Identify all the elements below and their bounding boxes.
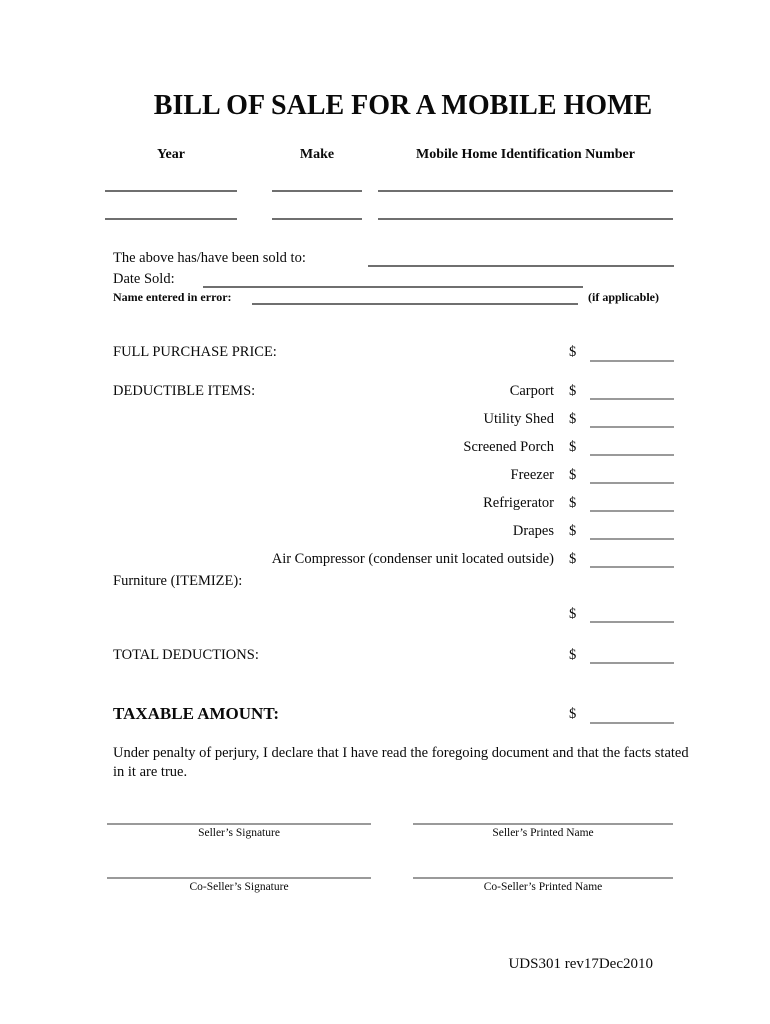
deductible-items-label: DEDUCTIBLE ITEMS: <box>113 383 256 399</box>
deductible-item-row <box>0 383 770 411</box>
refrigerator-amount-line[interactable] <box>590 510 674 512</box>
identification-number-field-line-2[interactable] <box>378 218 673 220</box>
dollar-sign: $ <box>569 344 577 360</box>
deductible-item-label: Utility Shed <box>483 411 554 427</box>
deductible-item-row <box>0 495 770 523</box>
dollar-sign: $ <box>569 706 577 722</box>
seller-printed-name-caption: Seller’s Printed Name <box>492 827 594 839</box>
name-entered-in-error-label: Name entered in error: <box>113 290 232 304</box>
taxable-amount-label: TAXABLE AMOUNT: <box>113 704 280 723</box>
deductible-item-label: Refrigerator <box>483 495 554 511</box>
deductible-item-label: Freezer <box>510 467 554 483</box>
dollar-sign: $ <box>569 647 577 663</box>
total-deductions-label: TOTAL DEDUCTIONS: <box>113 647 259 663</box>
dollar-sign: $ <box>569 523 577 539</box>
sold-to-label: The above has/have been sold to: <box>113 250 306 266</box>
if-applicable-note: (if applicable) <box>588 290 659 304</box>
furniture-amount-line[interactable] <box>590 621 674 623</box>
sold-to-field-line[interactable] <box>368 265 674 267</box>
carport-amount-line[interactable] <box>590 398 674 400</box>
deductible-item-row <box>0 439 770 467</box>
full-purchase-price-label: FULL PURCHASE PRICE: <box>113 344 277 360</box>
deductible-item-label: Screened Porch <box>463 439 554 455</box>
deductible-item-row <box>0 411 770 439</box>
column-header-make: Make <box>299 147 335 162</box>
column-header-year: Year <box>157 147 185 162</box>
screened-porch-amount-line[interactable] <box>590 454 674 456</box>
deductible-item-row <box>0 467 770 495</box>
perjury-declaration: Under penalty of perjury, I declare that I have read the foregoing document and that the facts stated in it are true. <box>113 745 689 780</box>
name-entered-in-error-field-line[interactable] <box>252 303 578 305</box>
furniture-itemize-label: Furniture (ITEMIZE): <box>113 573 243 589</box>
dollar-sign: $ <box>569 439 577 455</box>
year-field-line-1[interactable] <box>105 190 237 192</box>
dollar-sign: $ <box>569 606 577 622</box>
co-seller-printed-name-caption: Co-Seller’s Printed Name <box>483 881 603 893</box>
seller-printed-name-line[interactable] <box>413 823 673 825</box>
dollar-sign: $ <box>569 495 577 511</box>
form-revision-code: UDS301 rev17Dec2010 <box>508 956 653 972</box>
deductible-item-label: Air Compressor (condenser unit located outside) <box>271 551 554 567</box>
date-sold-label: Date Sold: <box>113 271 175 287</box>
co-seller-signature-line[interactable] <box>107 877 371 879</box>
drapes-amount-line[interactable] <box>590 538 674 540</box>
dollar-sign: $ <box>569 467 577 483</box>
deductible-item-row <box>0 523 770 551</box>
freezer-amount-line[interactable] <box>590 482 674 484</box>
page-title: BILL OF SALE FOR A MOBILE HOME <box>153 90 653 121</box>
year-field-line-2[interactable] <box>105 218 237 220</box>
seller-signature-caption: Seller’s Signature <box>198 827 280 839</box>
taxable-amount-line[interactable] <box>590 722 674 724</box>
deductible-items-list <box>0 383 770 579</box>
date-sold-field-line[interactable] <box>203 286 583 288</box>
dollar-sign: $ <box>569 551 577 567</box>
air-compressor-amount-line[interactable] <box>590 566 674 568</box>
co-seller-signature-caption: Co-Seller’s Signature <box>189 881 289 893</box>
dollar-sign: $ <box>569 383 577 399</box>
make-field-line-2[interactable] <box>272 218 362 220</box>
dollar-sign: $ <box>569 411 577 427</box>
make-field-line-1[interactable] <box>272 190 362 192</box>
total-deductions-amount-line[interactable] <box>590 662 674 664</box>
column-header-identification-number: Mobile Home Identification Number <box>416 147 635 162</box>
full-purchase-price-amount-line[interactable] <box>590 360 674 362</box>
co-seller-printed-name-line[interactable] <box>413 877 673 879</box>
utility-shed-amount-line[interactable] <box>590 426 674 428</box>
identification-number-field-line-1[interactable] <box>378 190 673 192</box>
deductible-item-label: Drapes <box>512 523 554 539</box>
deductible-item-label: Carport <box>509 383 554 399</box>
seller-signature-line[interactable] <box>107 823 371 825</box>
